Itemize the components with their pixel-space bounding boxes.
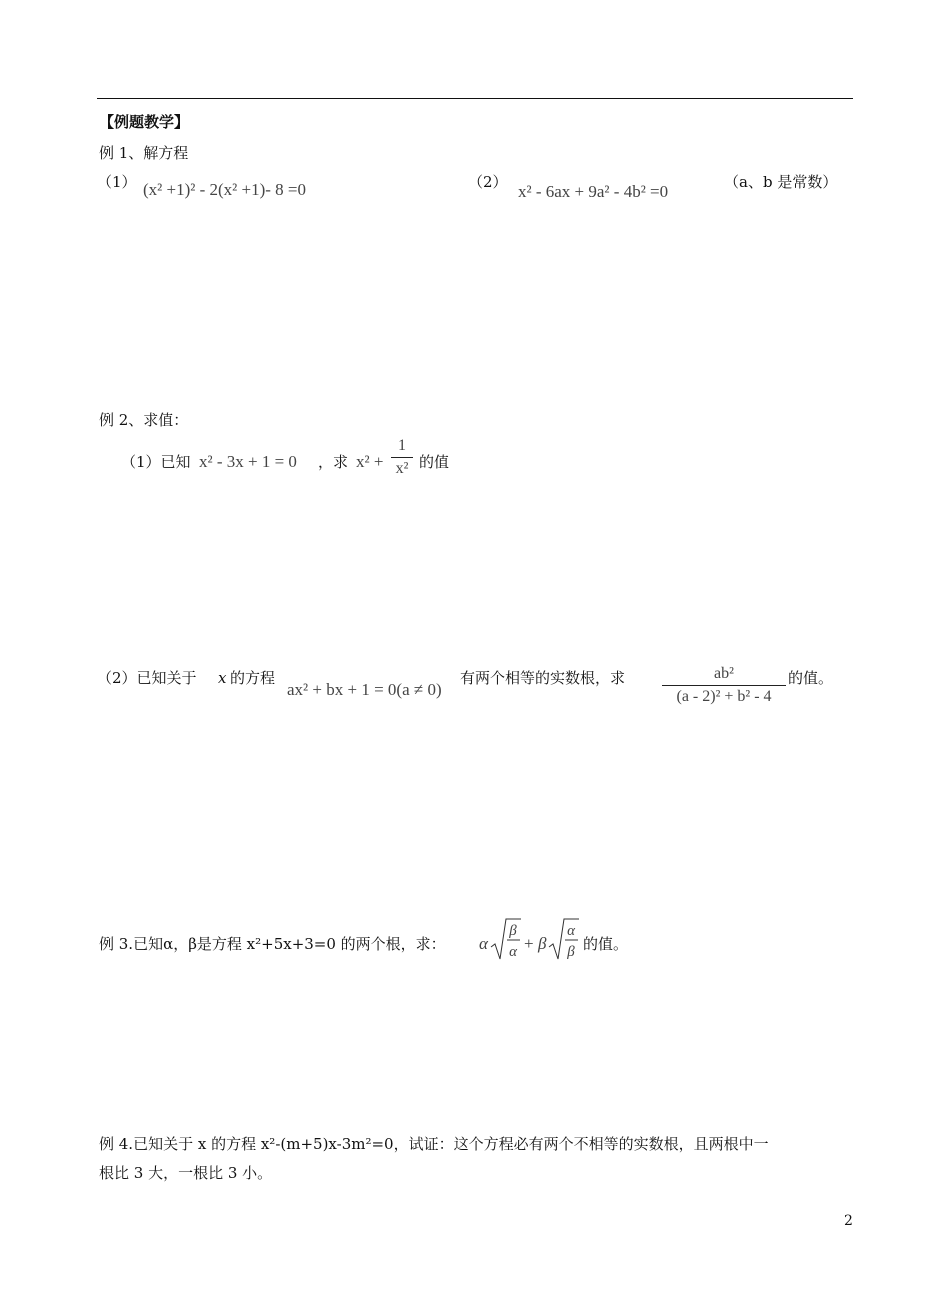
ex2-part1-prefix: （1）已知 <box>121 453 191 471</box>
ex2-part1-fraction <box>391 436 413 479</box>
ex2-part2-mid1: 的方程 <box>230 669 276 687</box>
ex1-part2-label: （2） <box>468 173 508 191</box>
ex3-alpha-coefficient: α <box>479 934 488 953</box>
fraction-bar <box>662 685 786 686</box>
ex3-beta-coefficient: β <box>538 934 547 953</box>
ex2-part2-fraction <box>662 664 786 707</box>
ex2-part2-suffix: 的值。 <box>788 669 834 687</box>
fraction-numerator: ab² <box>714 665 734 682</box>
ex3-text: 例 3.已知α，β是方程 x²+5x+3=0 的两个根，求： <box>99 935 446 953</box>
ex2-part1-equation: x² - 3x + 1 = 0 <box>199 452 297 471</box>
ex3-plus: + <box>524 934 534 953</box>
fraction-denominator: (a - 2)² + b² - 4 <box>676 688 772 705</box>
ex2-part1-mid: ，求 <box>318 453 349 471</box>
ex2-part1-suffix: 的值 <box>419 453 450 471</box>
ex1-part2-equation: x² - 6ax + 9a² - 4b² =0 <box>518 182 669 201</box>
sqrt-denominator: α <box>509 944 517 960</box>
sqrt-numerator: α <box>567 923 575 939</box>
ex4-line1: 例 4.已知关于 x 的方程 x²-(m+5)x-3m²=0，试证：这个方程必有两个不相等的实数根，且两根中一 <box>99 1135 769 1153</box>
ex1-part2-note: （a、b 是常数） <box>724 173 838 191</box>
ex2-part2-prefix: （2）已知关于 <box>97 669 197 687</box>
ex1-part1-equation: (x² +1)² - 2(x² +1)- 8 =0 <box>143 180 307 199</box>
sqrt-numerator: β <box>509 923 517 939</box>
ex3-suffix: 的值。 <box>583 935 629 953</box>
ex2-part1-expression: x² + <box>356 452 384 471</box>
fraction-bar <box>391 457 413 458</box>
sqrt-denominator: β <box>567 944 575 960</box>
page-number: 2 <box>844 1213 853 1229</box>
ex4-line2: 根比 3 大，一根比 3 小。 <box>99 1164 273 1182</box>
fraction-denominator: x² <box>395 460 409 477</box>
ex1-part1-label: （1） <box>97 173 137 191</box>
ex3-sqrt-alpha-over-beta <box>548 917 580 963</box>
ex2-part2-mid2: 有两个相等的实数根，求 <box>460 669 626 687</box>
ex1-heading: 例 1、解方程 <box>99 144 189 162</box>
section-title: 【例题教学】 <box>99 113 190 131</box>
header-rule <box>97 98 853 99</box>
ex2-part2-variable: x <box>218 669 227 687</box>
ex2-part2-equation: ax² + bx + 1 = 0(a ≠ 0) <box>287 680 442 699</box>
fraction-numerator: 1 <box>398 437 406 454</box>
ex3-sqrt-beta-over-alpha <box>490 917 522 963</box>
ex2-heading: 例 2、求值： <box>99 411 189 429</box>
